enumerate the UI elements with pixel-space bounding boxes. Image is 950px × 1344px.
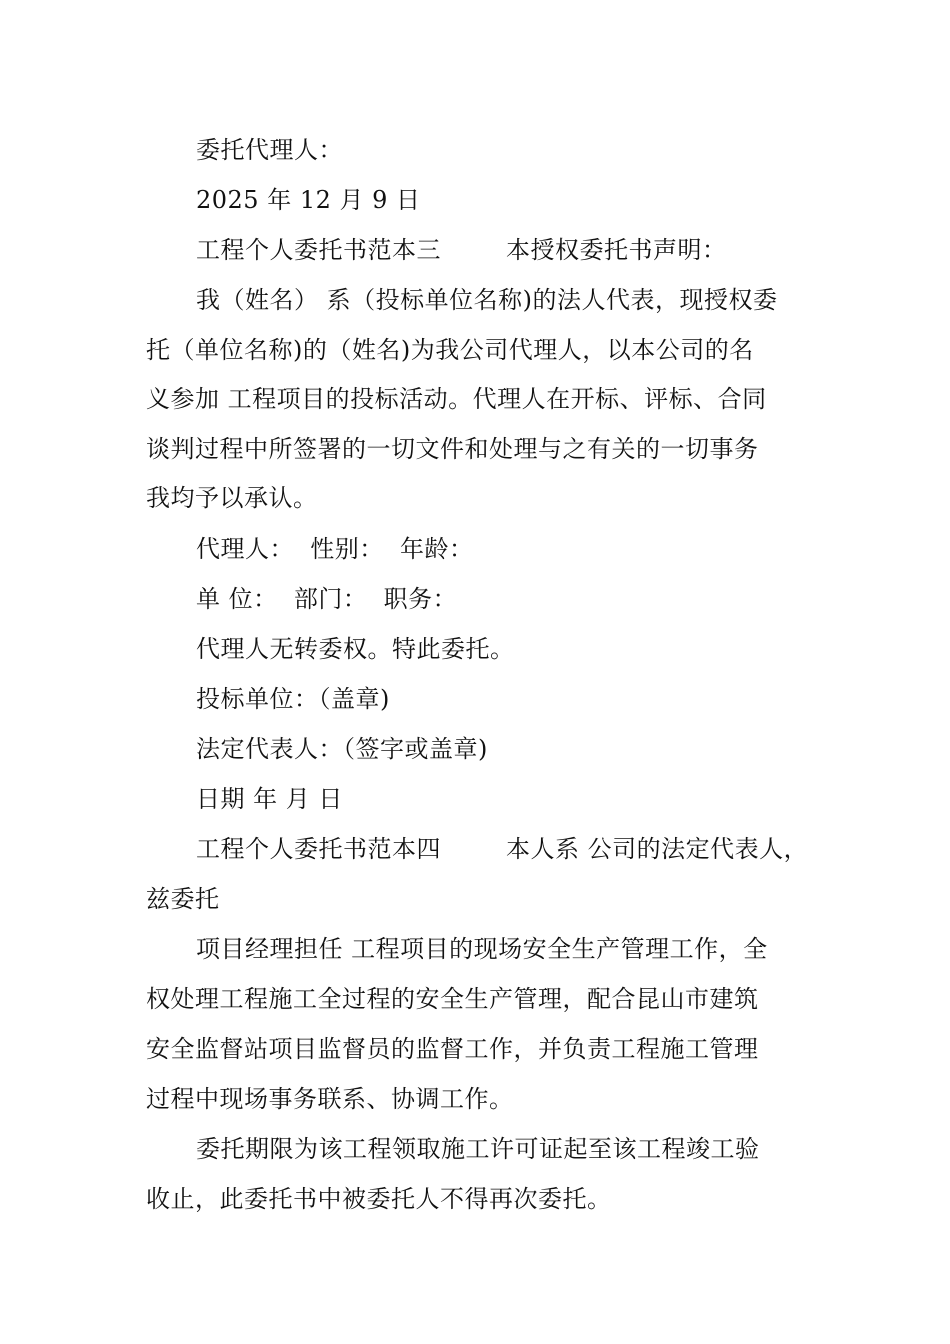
date-line: 2025 年 12 月 9 日 bbox=[196, 186, 421, 214]
paragraph-line: 我均予以承认。 bbox=[146, 484, 318, 512]
paragraph-line: 义参加 工程项目的投标活动。代理人在开标、评标、合同 bbox=[146, 385, 767, 413]
paragraph-line: 安全监督站项目监督员的监督工作，并负责工程施工管理 bbox=[146, 1035, 759, 1063]
agent-info-line: 代理人： 性别： 年龄： bbox=[196, 535, 474, 563]
legal-rep-line: 法定代表人：（签字或盖章) bbox=[196, 735, 488, 763]
paragraph-line: 权处理工程施工全过程的安全生产管理，配合昆山市建筑 bbox=[146, 985, 759, 1013]
template-three-heading: 工程个人委托书范本三 本授权委托书声明： bbox=[196, 236, 727, 264]
paragraph-line: 委托期限为该工程领取施工许可证起至该工程竣工验 bbox=[196, 1135, 760, 1163]
date-blank-line: 日期 年 月 日 bbox=[196, 785, 343, 813]
paragraph-line: 兹委托 bbox=[146, 885, 220, 913]
paragraph-line: 托（单位名称)的（姓名)为我公司代理人，以本公司的名 bbox=[146, 336, 754, 364]
no-subdelegation-line: 代理人无转委权。特此委托。 bbox=[196, 635, 515, 663]
agent-signature-line: 委托代理人： bbox=[196, 136, 343, 164]
paragraph-line: 项目经理担任 工程项目的现场安全生产管理工作，全 bbox=[196, 935, 768, 963]
bidder-seal-line: 投标单位：（盖章) bbox=[196, 685, 390, 713]
paragraph-line: 我（姓名） 系（投标单位名称)的法人代表，现授权委 bbox=[196, 286, 778, 314]
template-four-heading: 工程个人委托书范本四 本人系 公司的法定代表人， bbox=[196, 835, 809, 863]
paragraph-line: 谈判过程中所签署的一切文件和处理与之有关的一切事务 bbox=[146, 435, 759, 463]
paragraph-line: 收止，此委托书中被委托人不得再次委托。 bbox=[146, 1185, 612, 1213]
paragraph-line: 过程中现场事务联系、协调工作。 bbox=[146, 1085, 514, 1113]
unit-info-line: 单 位： 部门： 职务： bbox=[196, 585, 458, 613]
